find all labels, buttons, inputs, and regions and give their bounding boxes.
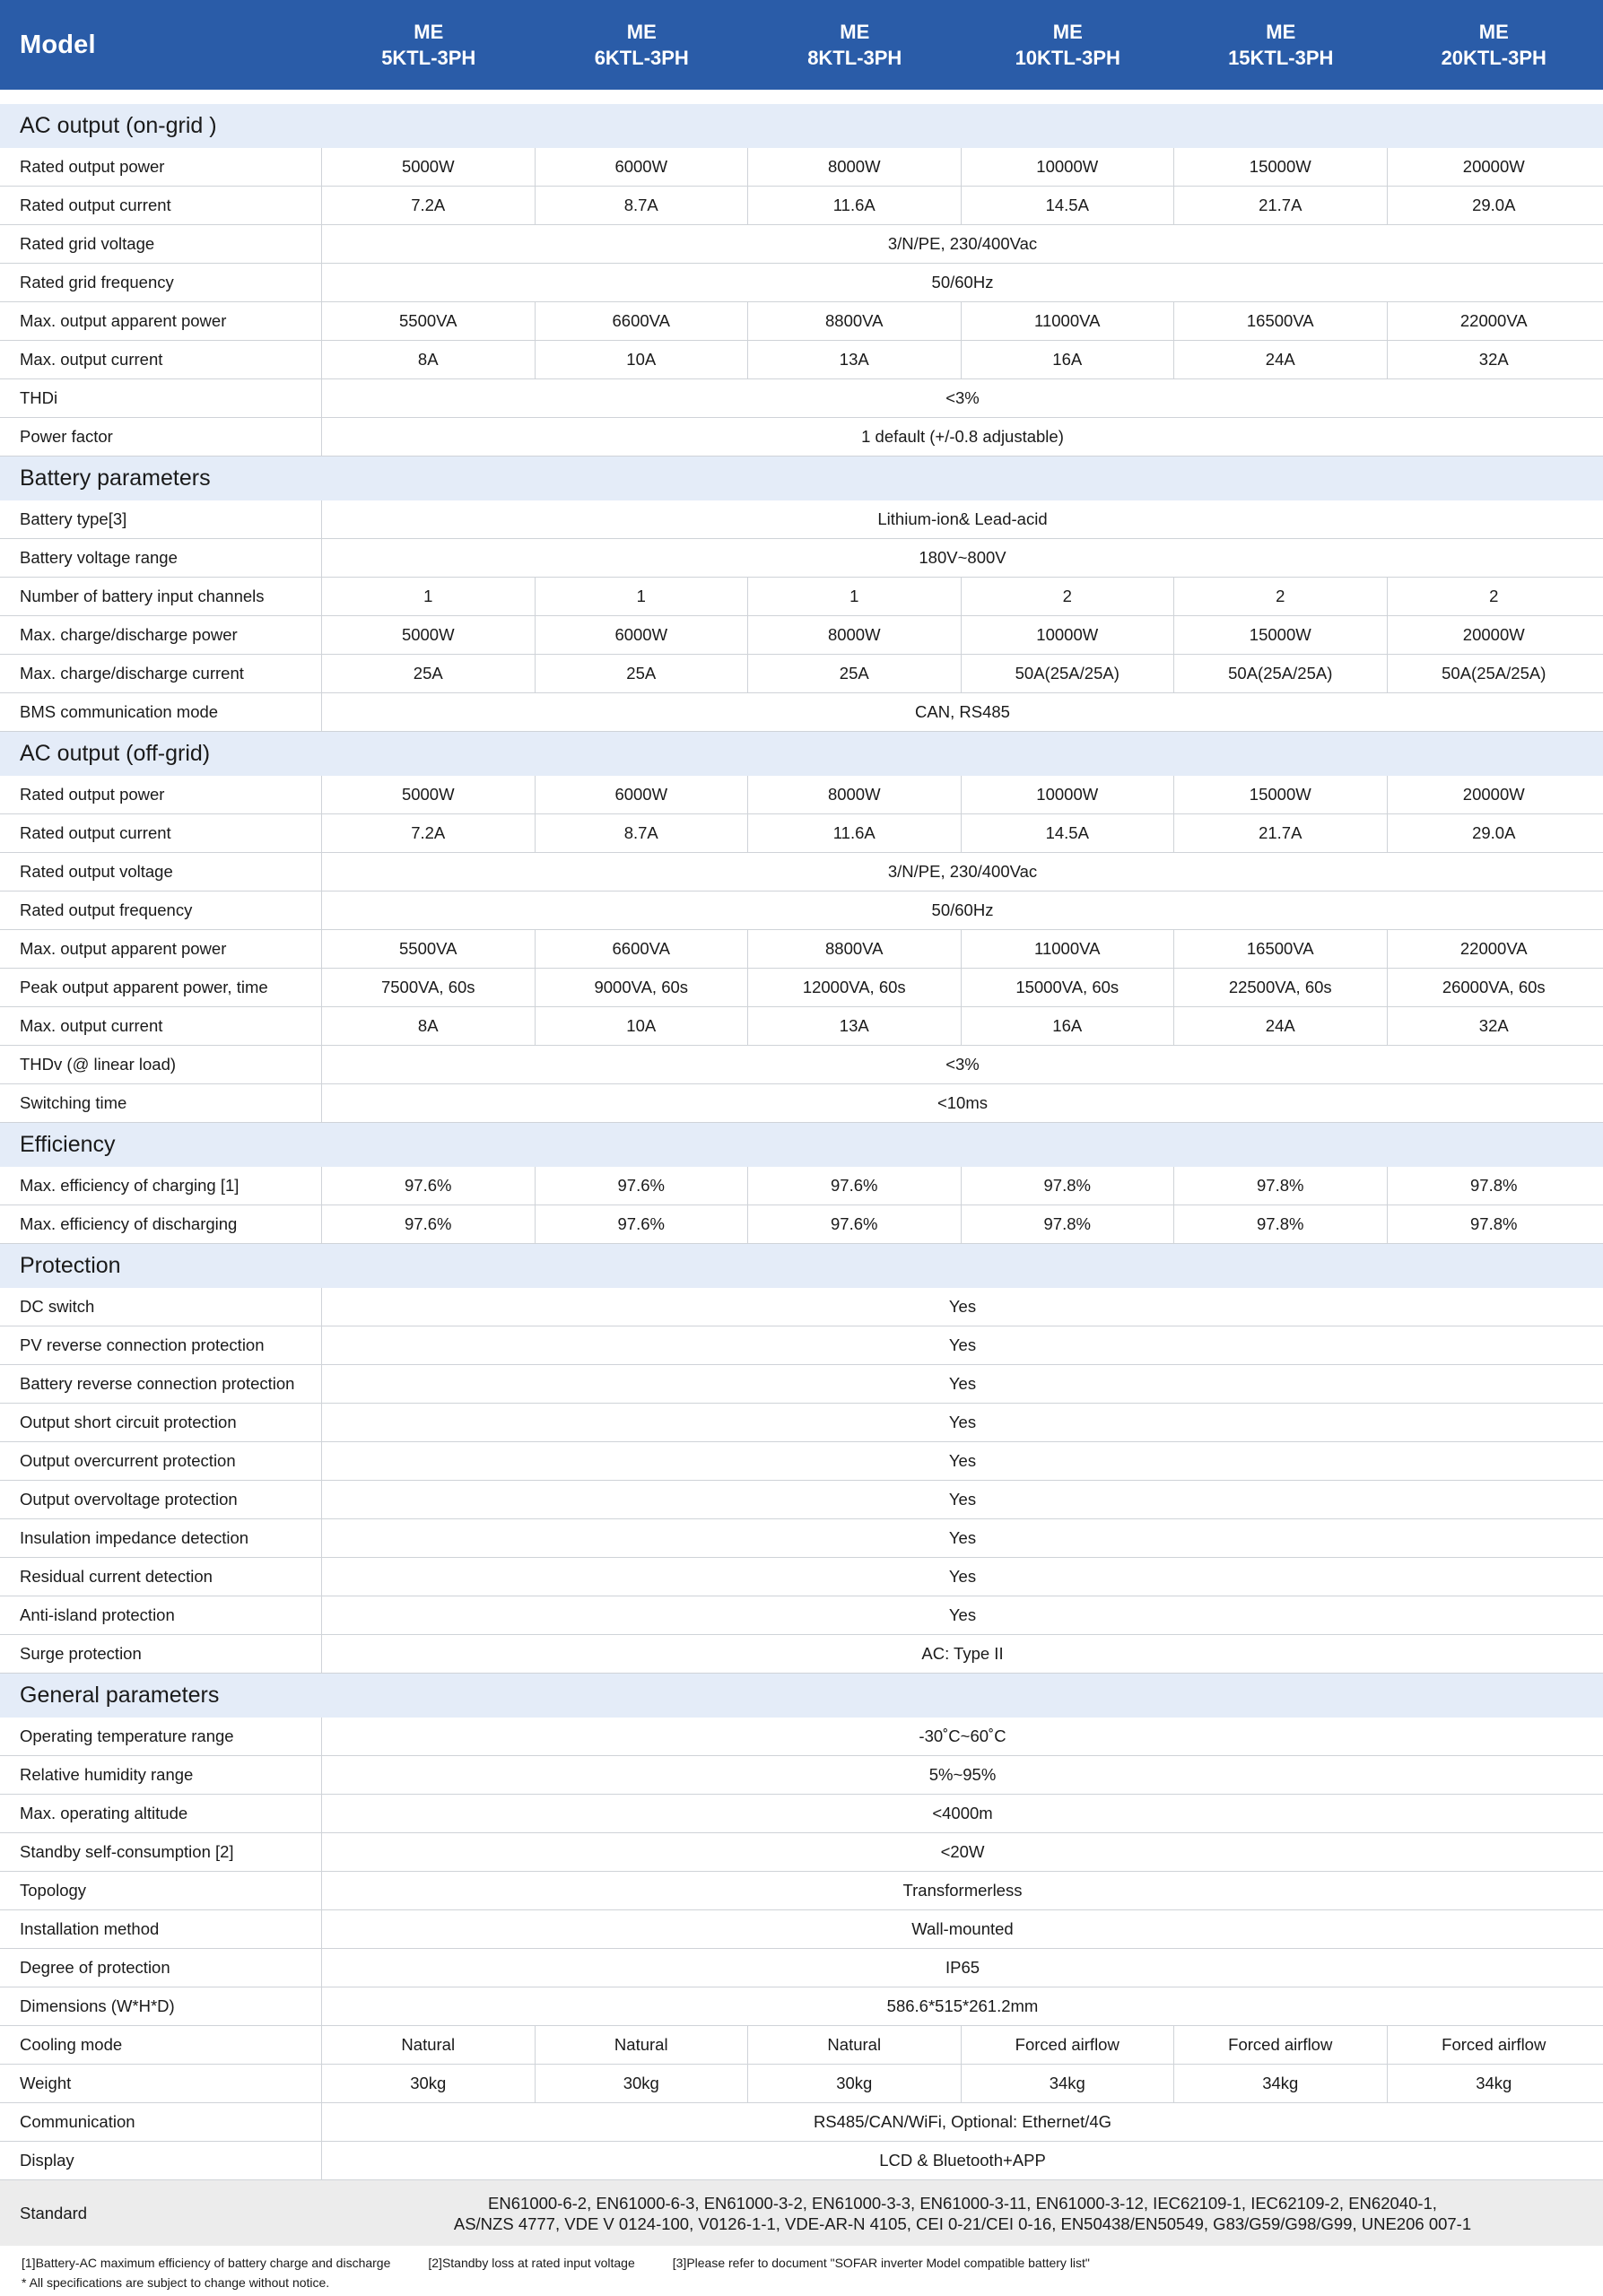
value-cell: 8000W bbox=[748, 776, 962, 813]
value-cell: 34kg bbox=[1476, 2074, 1512, 2092]
row-label: Max. output current bbox=[0, 341, 322, 378]
value-cell: 11000VA bbox=[962, 930, 1175, 968]
footnotes bbox=[22, 2253, 1582, 2292]
disclaimer: * All specifications are subject to change without notice. bbox=[22, 2275, 330, 2290]
merged-value-cell: IP65 bbox=[945, 1958, 980, 1977]
value-cell: Forced airflow bbox=[1442, 2035, 1546, 2054]
table-row bbox=[0, 1481, 1603, 1519]
table-row bbox=[0, 1205, 1603, 1244]
table-row bbox=[0, 1987, 1603, 2026]
table-row bbox=[0, 1084, 1603, 1123]
merged-value-cell: -30˚C~60˚C bbox=[919, 1726, 1006, 1745]
value-cell: Forced airflow bbox=[1174, 2026, 1388, 2064]
row-label: BMS communication mode bbox=[0, 693, 322, 731]
value-cell: 7500VA, 60s bbox=[322, 969, 536, 1006]
value-cell: 5500VA bbox=[322, 302, 536, 340]
row-label: Output overcurrent protection bbox=[0, 1442, 322, 1480]
model-label: Model bbox=[20, 30, 96, 59]
model-header-6ktl: ME 6KTL-3PH bbox=[594, 21, 689, 69]
table-row bbox=[0, 1718, 1603, 1756]
model-header-20ktl: ME 20KTL-3PH bbox=[1441, 21, 1546, 69]
value-cell: 10A bbox=[536, 341, 749, 378]
merged-value-cell: LCD & Bluetooth+APP bbox=[879, 2151, 1046, 2170]
row-label: Max. output apparent power bbox=[0, 930, 322, 968]
row-label: Residual current detection bbox=[0, 1558, 322, 1596]
section-title: Protection bbox=[0, 1244, 1603, 1288]
merged-value-cell: 586.6*515*261.2mm bbox=[886, 1996, 1039, 2015]
value-cell: 7.2A bbox=[322, 814, 536, 852]
merged-value-cell: Yes bbox=[948, 1413, 977, 1431]
spec-sections bbox=[0, 104, 1603, 2180]
value-cell: 5500VA bbox=[322, 930, 536, 968]
table-row bbox=[0, 1596, 1603, 1635]
value-cell: 8A bbox=[322, 341, 536, 378]
value-cell: 25A bbox=[322, 655, 536, 692]
row-label: Surge protection bbox=[0, 1635, 322, 1673]
merged-value-cell: Yes bbox=[948, 1374, 977, 1393]
value-cell: 10A bbox=[536, 1007, 749, 1045]
row-label: Battery voltage range bbox=[0, 539, 322, 577]
merged-value-cell: Yes bbox=[948, 1335, 977, 1354]
merged-value-cell: <3% bbox=[945, 388, 980, 407]
value-cell: 6600VA bbox=[536, 930, 749, 968]
table-row bbox=[0, 655, 1603, 693]
value-cell: 15000VA, 60s bbox=[962, 969, 1175, 1006]
value-cell: Forced airflow bbox=[962, 2026, 1175, 2064]
table-row bbox=[0, 1635, 1603, 1674]
row-label: Switching time bbox=[0, 1084, 322, 1122]
table-row bbox=[0, 2065, 1603, 2103]
standard-label: Standard bbox=[20, 2203, 88, 2222]
value-cell: 8800VA bbox=[748, 930, 962, 968]
row-label: Max. charge/discharge power bbox=[0, 616, 322, 654]
value-cell: 15000W bbox=[1174, 148, 1388, 186]
row-label: Topology bbox=[0, 1872, 322, 1909]
value-cell: Natural bbox=[748, 2026, 962, 2064]
value-cell: 1 bbox=[748, 578, 962, 615]
value-cell: 6000W bbox=[536, 776, 749, 813]
value-cell: 30kg bbox=[536, 2065, 749, 2102]
value-cell: 26000VA, 60s bbox=[1442, 978, 1546, 996]
row-label: Max. efficiency of discharging bbox=[0, 1205, 322, 1243]
table-row bbox=[0, 1365, 1603, 1404]
table-row bbox=[0, 1167, 1603, 1205]
value-cell: 6000W bbox=[536, 616, 749, 654]
table-row bbox=[0, 1404, 1603, 1442]
header-gap bbox=[0, 90, 1603, 104]
table-row bbox=[0, 148, 1603, 187]
value-cell: 24A bbox=[1174, 1007, 1388, 1045]
table-row bbox=[0, 264, 1603, 302]
value-cell: 30kg bbox=[748, 2065, 962, 2102]
value-cell: 32A bbox=[1478, 350, 1509, 369]
row-label: Peak output apparent power, time bbox=[0, 969, 322, 1006]
value-cell: 16A bbox=[962, 1007, 1175, 1045]
value-cell: 97.6% bbox=[322, 1167, 536, 1205]
row-label: Battery reverse connection protection bbox=[0, 1365, 322, 1403]
value-cell: 5000W bbox=[322, 776, 536, 813]
row-label: Max. charge/discharge current bbox=[0, 655, 322, 692]
table-row bbox=[0, 1795, 1603, 1833]
value-cell: 21.7A bbox=[1174, 187, 1388, 224]
value-cell: 34kg bbox=[1174, 2065, 1388, 2102]
value-cell: Natural bbox=[322, 2026, 536, 2064]
value-cell: 8000W bbox=[748, 148, 962, 186]
table-row bbox=[0, 500, 1603, 539]
value-cell: 5000W bbox=[322, 148, 536, 186]
merged-value-cell: <10ms bbox=[937, 1093, 989, 1112]
value-cell: 1 bbox=[322, 578, 536, 615]
merged-value-cell: Yes bbox=[948, 1528, 977, 1547]
value-cell: 20000W bbox=[1462, 157, 1525, 176]
value-cell: 97.6% bbox=[748, 1205, 962, 1243]
row-label: Max. operating altitude bbox=[0, 1795, 322, 1832]
merged-value-cell: <20W bbox=[940, 1842, 985, 1861]
row-label: Rated grid frequency bbox=[0, 264, 322, 301]
merged-value-cell: CAN, RS485 bbox=[915, 702, 1010, 721]
section-title: AC output (off-grid) bbox=[0, 732, 1603, 776]
merged-value-cell: 3/N/PE, 230/400Vac bbox=[887, 234, 1038, 253]
footnote-3: [3]Please refer to document "SOFAR inverter Model compatible battery list" bbox=[672, 2256, 1090, 2270]
value-cell: 15000W bbox=[1174, 616, 1388, 654]
table-row bbox=[0, 1872, 1603, 1910]
merged-value-cell: Yes bbox=[948, 1297, 977, 1316]
row-label: Rated output current bbox=[0, 187, 322, 224]
merged-value-cell: <3% bbox=[945, 1055, 980, 1074]
merged-value-cell: Lithium-ion& Lead-acid bbox=[877, 509, 1048, 528]
value-cell: 97.6% bbox=[322, 1205, 536, 1243]
footnote-2: [2]Standby loss at rated input voltage bbox=[428, 2256, 635, 2270]
value-cell: 16A bbox=[962, 341, 1175, 378]
merged-value-cell: 3/N/PE, 230/400Vac bbox=[887, 862, 1038, 881]
value-cell: 97.8% bbox=[1470, 1176, 1518, 1195]
row-label: Standby self-consumption [2] bbox=[0, 1833, 322, 1871]
table-row bbox=[0, 891, 1603, 930]
row-label: Number of battery input channels bbox=[0, 578, 322, 615]
value-cell: 50A(25A/25A) bbox=[1442, 664, 1546, 683]
merged-value-cell: AC: Type II bbox=[921, 1644, 1004, 1663]
table-row bbox=[0, 1326, 1603, 1365]
row-label: Rated output voltage bbox=[0, 853, 322, 891]
value-cell: 97.8% bbox=[962, 1205, 1175, 1243]
value-cell: 25A bbox=[748, 655, 962, 692]
table-row bbox=[0, 693, 1603, 732]
value-cell: 30kg bbox=[322, 2065, 536, 2102]
section-title: General parameters bbox=[0, 1674, 1603, 1718]
row-label: DC switch bbox=[0, 1288, 322, 1326]
table-row bbox=[0, 2026, 1603, 2065]
value-cell: 50A(25A/25A) bbox=[962, 655, 1175, 692]
value-cell: 97.8% bbox=[1174, 1205, 1388, 1243]
value-cell: 2 bbox=[962, 578, 1175, 615]
table-row bbox=[0, 1558, 1603, 1596]
section-title: Battery parameters bbox=[0, 457, 1603, 500]
value-cell: 97.6% bbox=[748, 1167, 962, 1205]
merged-value-cell: RS485/CAN/WiFi, Optional: Ethernet/4G bbox=[813, 2112, 1112, 2131]
value-cell: 15000W bbox=[1174, 776, 1388, 813]
row-label: Anti-island protection bbox=[0, 1596, 322, 1634]
merged-value-cell: 180V~800V bbox=[919, 548, 1006, 567]
value-cell: 11000VA bbox=[962, 302, 1175, 340]
row-label: Installation method bbox=[0, 1910, 322, 1948]
table-row bbox=[0, 225, 1603, 264]
table-row bbox=[0, 1833, 1603, 1872]
table-row bbox=[0, 187, 1603, 225]
value-cell: 97.8% bbox=[1174, 1167, 1388, 1205]
row-label: Rated output current bbox=[0, 814, 322, 852]
merged-value-cell: Yes bbox=[948, 1451, 977, 1470]
value-cell: 20000W bbox=[1462, 625, 1525, 644]
model-header-10ktl: ME 10KTL-3PH bbox=[1015, 21, 1120, 69]
table-row bbox=[0, 930, 1603, 969]
table-row bbox=[0, 1046, 1603, 1084]
model-header-15ktl: ME 15KTL-3PH bbox=[1228, 21, 1334, 69]
table-row bbox=[0, 2103, 1603, 2142]
value-cell: 6600VA bbox=[536, 302, 749, 340]
table-row bbox=[0, 578, 1603, 616]
value-cell: 5000W bbox=[322, 616, 536, 654]
merged-value-cell: Transformerless bbox=[902, 1881, 1023, 1900]
row-label: Max. efficiency of charging [1] bbox=[0, 1167, 322, 1205]
table-row bbox=[0, 341, 1603, 379]
section-title: Efficiency bbox=[0, 1123, 1603, 1167]
value-cell: 25A bbox=[536, 655, 749, 692]
merged-value-cell: 50/60Hz bbox=[931, 273, 994, 291]
value-cell: 8A bbox=[322, 1007, 536, 1045]
row-label: Output overvoltage protection bbox=[0, 1481, 322, 1518]
table-row bbox=[0, 418, 1603, 457]
value-cell: 21.7A bbox=[1174, 814, 1388, 852]
value-cell: 10000W bbox=[962, 776, 1175, 813]
row-label: THDv (@ linear load) bbox=[0, 1046, 322, 1083]
table-row bbox=[0, 2142, 1603, 2180]
value-cell: 14.5A bbox=[962, 187, 1175, 224]
row-label: Relative humidity range bbox=[0, 1756, 322, 1794]
value-cell: 6000W bbox=[536, 148, 749, 186]
value-cell: 97.8% bbox=[962, 1167, 1175, 1205]
model-header-8ktl: ME 8KTL-3PH bbox=[807, 21, 902, 69]
table-row bbox=[0, 302, 1603, 341]
merged-value-cell: Wall-mounted bbox=[911, 1919, 1014, 1938]
value-cell: 8.7A bbox=[536, 187, 749, 224]
value-cell: 97.8% bbox=[1470, 1214, 1518, 1233]
value-cell: 8.7A bbox=[536, 814, 749, 852]
model-header-5ktl: ME 5KTL-3PH bbox=[381, 21, 476, 69]
row-label: PV reverse connection protection bbox=[0, 1326, 322, 1364]
row-label: Dimensions (W*H*D) bbox=[0, 1987, 322, 2025]
value-cell: 20000W bbox=[1462, 785, 1525, 804]
table-row bbox=[0, 853, 1603, 891]
value-cell: 16500VA bbox=[1174, 302, 1388, 340]
value-cell: 22000VA bbox=[1459, 939, 1528, 958]
row-label: Communication bbox=[0, 2103, 322, 2141]
value-cell: 10000W bbox=[962, 148, 1175, 186]
row-label: Battery type[3] bbox=[0, 500, 322, 538]
table-row bbox=[0, 1007, 1603, 1046]
row-label: Max. output current bbox=[0, 1007, 322, 1045]
value-cell: 13A bbox=[748, 1007, 962, 1045]
value-cell: 97.6% bbox=[536, 1167, 749, 1205]
table-row bbox=[0, 1756, 1603, 1795]
value-cell: 8800VA bbox=[748, 302, 962, 340]
footnote-1: [1]Battery-AC maximum efficiency of battery charge and discharge bbox=[22, 2256, 391, 2270]
value-cell: 50A(25A/25A) bbox=[1174, 655, 1388, 692]
row-label: Output short circuit protection bbox=[0, 1404, 322, 1441]
value-cell: 14.5A bbox=[962, 814, 1175, 852]
row-label: Power factor bbox=[0, 418, 322, 456]
table-row bbox=[0, 776, 1603, 814]
merged-value-cell: Yes bbox=[948, 1567, 977, 1586]
table-row bbox=[0, 969, 1603, 1007]
row-label: Operating temperature range bbox=[0, 1718, 322, 1755]
value-cell: 32A bbox=[1478, 1016, 1509, 1035]
value-cell: 9000VA, 60s bbox=[536, 969, 749, 1006]
table-row bbox=[0, 616, 1603, 655]
value-cell: 1 bbox=[536, 578, 749, 615]
value-cell: 2 bbox=[1174, 578, 1388, 615]
merged-value-cell: Yes bbox=[948, 1490, 977, 1509]
table-row bbox=[0, 1910, 1603, 1949]
table-header bbox=[0, 0, 1603, 90]
value-cell: 22500VA, 60s bbox=[1174, 969, 1388, 1006]
row-label: Rated output power bbox=[0, 148, 322, 186]
row-label: Insulation impedance detection bbox=[0, 1519, 322, 1557]
value-cell: 97.6% bbox=[536, 1205, 749, 1243]
table-row bbox=[0, 539, 1603, 578]
merged-value-cell: 50/60Hz bbox=[931, 900, 994, 919]
value-cell: 29.0A bbox=[1472, 196, 1516, 214]
value-cell: 29.0A bbox=[1472, 823, 1516, 842]
row-label: Rated grid voltage bbox=[0, 225, 322, 263]
row-label: Display bbox=[0, 2142, 322, 2179]
merged-value-cell: 1 default (+/-0.8 adjustable) bbox=[861, 427, 1064, 446]
value-cell: Natural bbox=[536, 2026, 749, 2064]
table-row bbox=[0, 1519, 1603, 1558]
value-cell: 22000VA bbox=[1459, 311, 1528, 330]
row-label: Weight bbox=[0, 2065, 322, 2102]
value-cell: 16500VA bbox=[1174, 930, 1388, 968]
value-cell: 11.6A bbox=[748, 814, 962, 852]
merged-value-cell: Yes bbox=[948, 1605, 977, 1624]
row-label: Rated output frequency bbox=[0, 891, 322, 929]
standard-value: EN61000-6-2, EN61000-6-3, EN61000-3-2, EN61000-3-3, EN61000-3-11, EN61000-3-12, IEC62109-1, IEC62109-2, EN62040-1, AS/NZS 4777, VDE V 0124-100, V0126-1-1, VDE-AR-N 4105, CEI 0-21/CEI 0-16, EN50438/EN50549, G83/G59/G98/G99, UNE206 007-1 bbox=[453, 2193, 1472, 2233]
value-cell: 8000W bbox=[748, 616, 962, 654]
table-row bbox=[0, 814, 1603, 853]
merged-value-cell: 5%~95% bbox=[928, 1765, 997, 1784]
row-label: THDi bbox=[0, 379, 322, 417]
row-label: Rated output power bbox=[0, 776, 322, 813]
standard-row bbox=[0, 2180, 1603, 2246]
value-cell: 2 bbox=[1489, 587, 1499, 605]
value-cell: 11.6A bbox=[748, 187, 962, 224]
table-row bbox=[0, 1949, 1603, 1987]
table-row bbox=[0, 1288, 1603, 1326]
row-label: Degree of protection bbox=[0, 1949, 322, 1987]
value-cell: 12000VA, 60s bbox=[748, 969, 962, 1006]
table-row bbox=[0, 1442, 1603, 1481]
row-label: Max. output apparent power bbox=[0, 302, 322, 340]
value-cell: 34kg bbox=[962, 2065, 1175, 2102]
section-title: AC output (on-grid ) bbox=[0, 104, 1603, 148]
row-label: Cooling mode bbox=[0, 2026, 322, 2064]
value-cell: 7.2A bbox=[322, 187, 536, 224]
value-cell: 13A bbox=[748, 341, 962, 378]
table-row bbox=[0, 379, 1603, 418]
merged-value-cell: <4000m bbox=[932, 1804, 993, 1822]
value-cell: 10000W bbox=[962, 616, 1175, 654]
value-cell: 24A bbox=[1174, 341, 1388, 378]
